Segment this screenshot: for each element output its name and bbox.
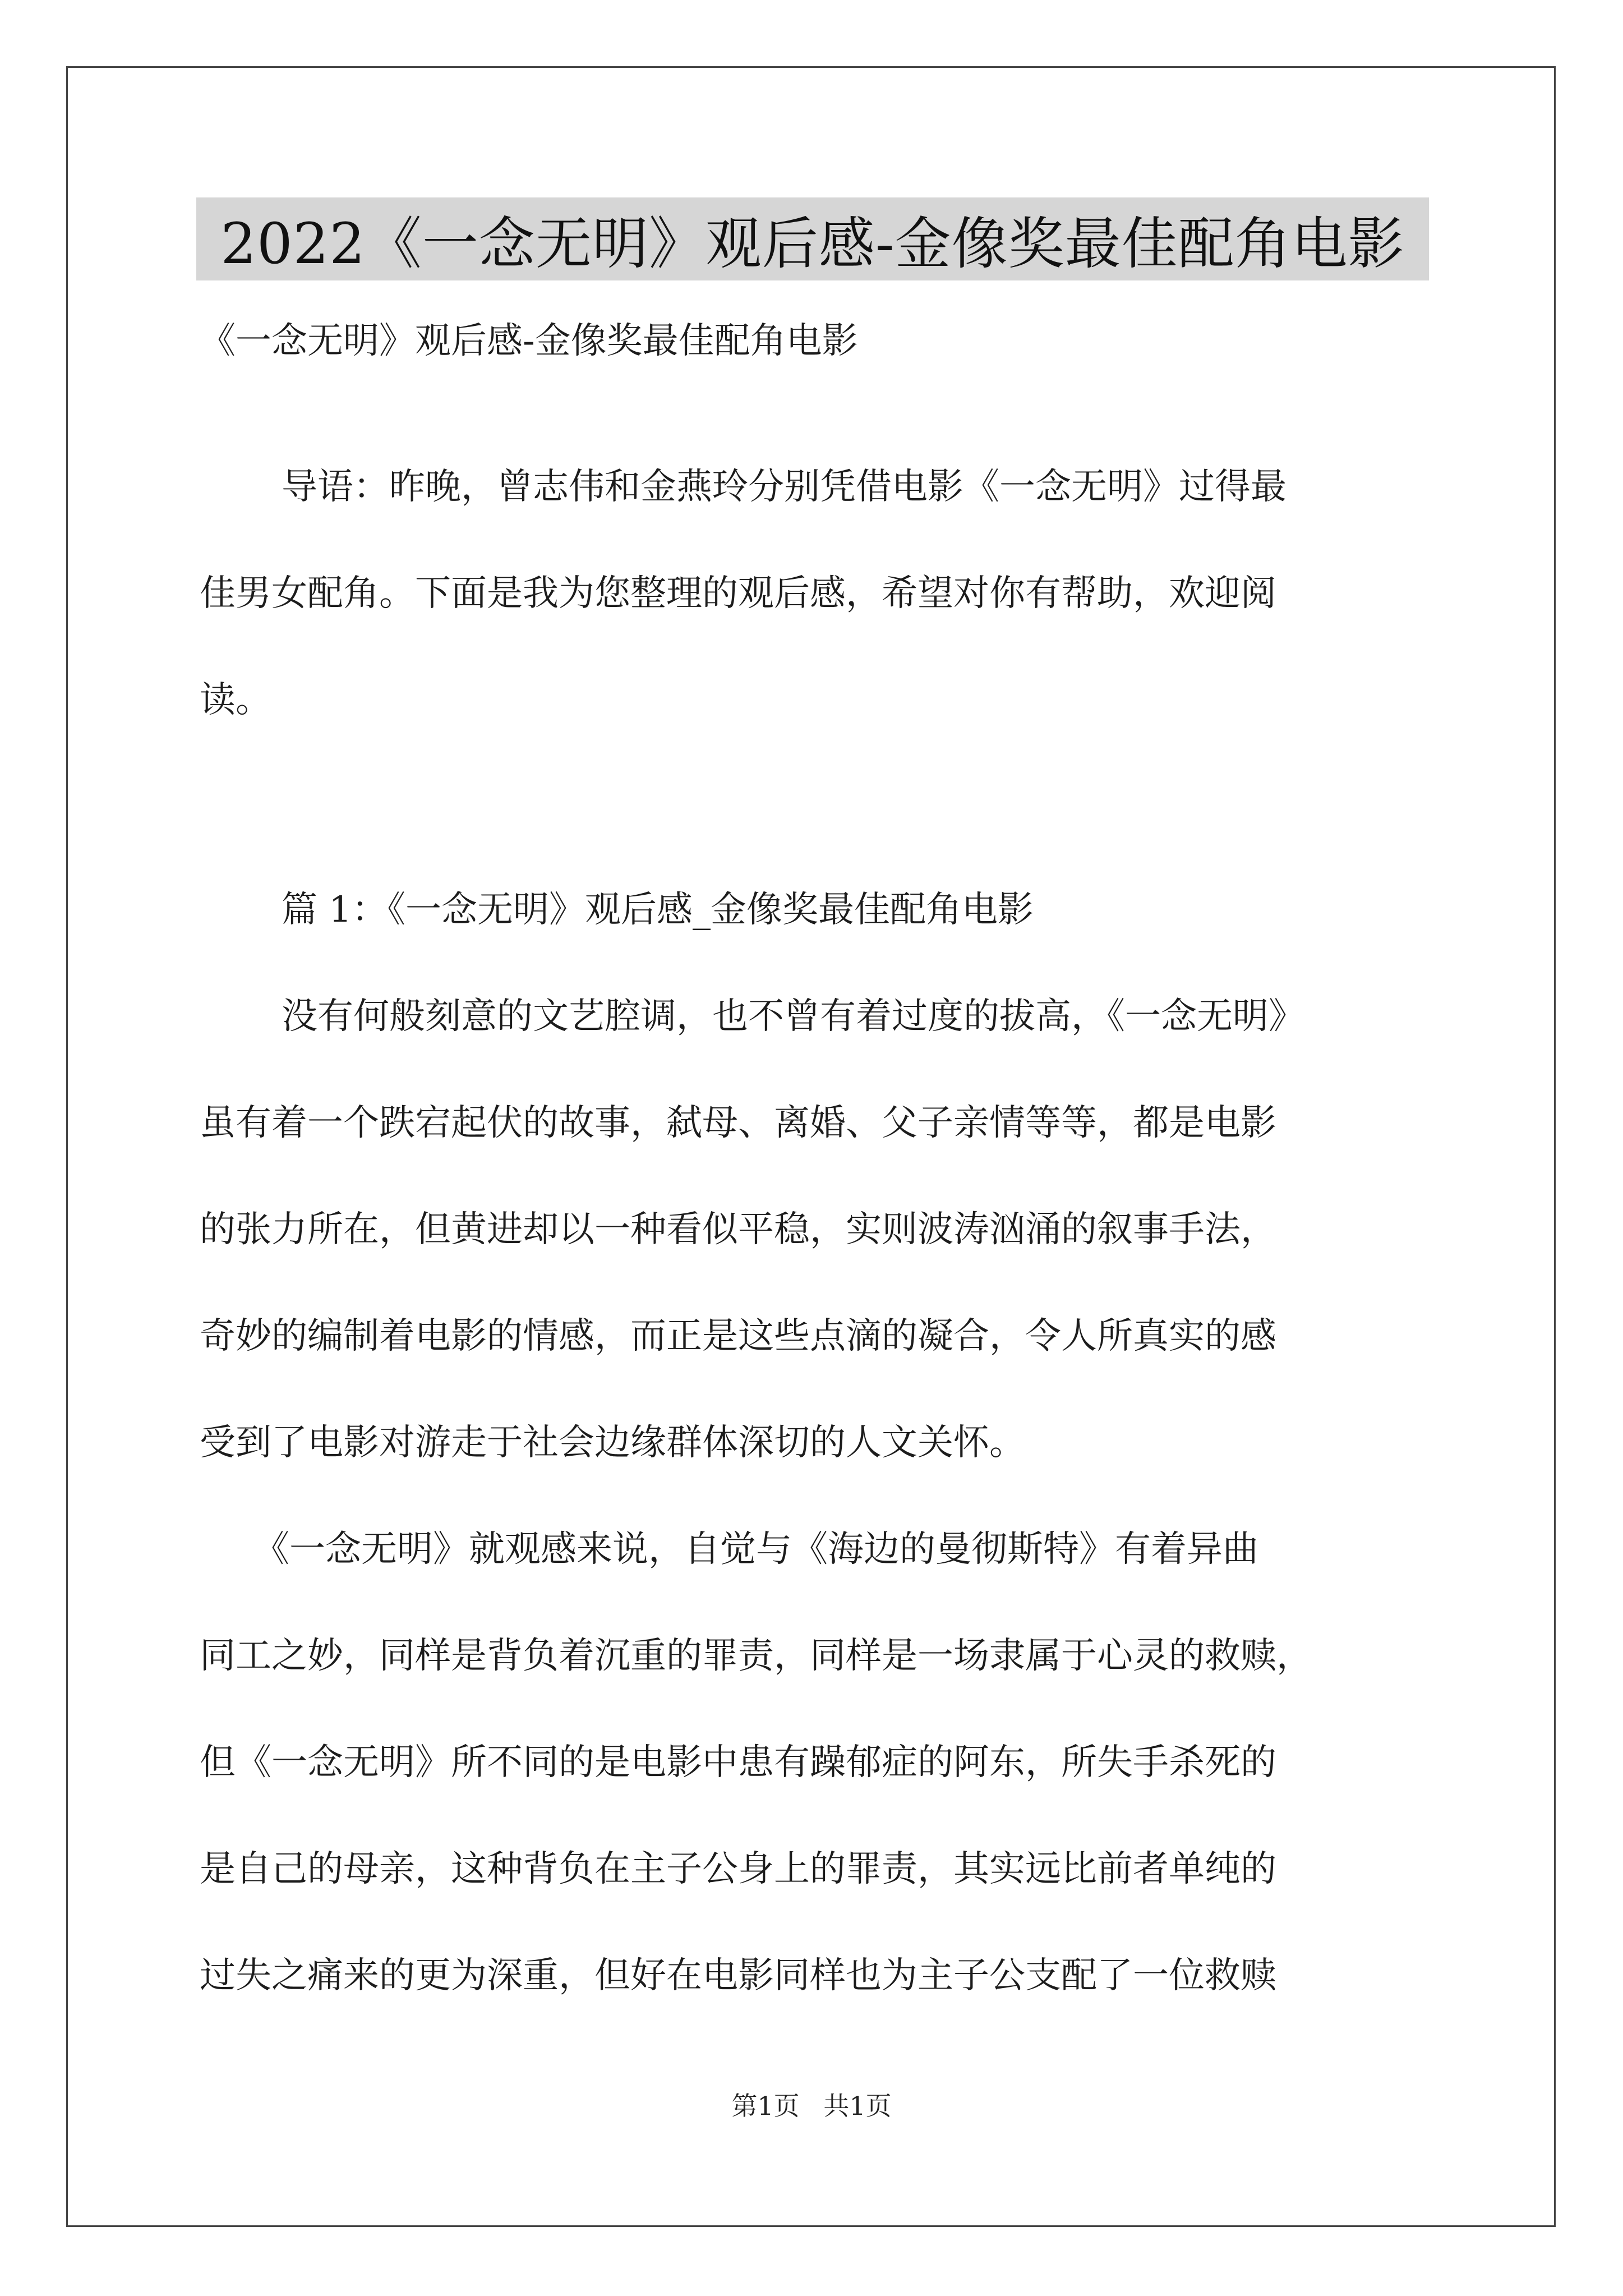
paragraph-line: 虽有着一个跌宕起伏的故事，弑母、离婚、父子亲情等等，都是电影 [200,1102,1276,1144]
paragraph-line: 受到了电影对游走于社会边缘群体深切的人文关怀。 [200,1422,1025,1464]
paragraph-line: 的张力所在，但黄进却以一种看似平稳，实则波涛汹涌的叙事手法， [200,1209,1276,1250]
subtitle-line: 《一念无明》观后感-金像奖最佳配角电影 [200,320,858,362]
paragraph-line: 读。 [200,679,271,721]
paragraph-line: 同工之妙，同样是背负着沉重的罪责，同样是一场隶属于心灵的救赎， [200,1635,1312,1677]
section-heading: 篇 1：《一念无明》观后感_金像奖最佳配角电影 [282,889,1034,931]
paragraph-line: 没有何般刻意的文艺腔调，也不曾有着过度的拔高，《一念无明》 [282,996,1304,1037]
paragraph-line: 导语：昨晚，曾志伟和金燕玲分别凭借电影《一念无明》过得最 [282,466,1287,508]
paragraph-line: 佳男女配角。下面是我为您整理的观后感，希望对你有帮助，欢迎阅 [200,573,1276,614]
paragraph-line: 奇妙的编制着电影的情感，而正是这些点滴的凝合，令人所真实的感 [200,1315,1276,1357]
paragraph-line: 《一念无明》就观感来说，自觉与《海边的曼彻斯特》有着异曲 [253,1529,1258,1570]
paragraph-line: 是自己的母亲，这种背负在主子公身上的罪责，其实远比前者单纯的 [200,1848,1276,1890]
page-footer [0,2086,1623,2123]
title-banner [196,197,1429,280]
page-total: 共1页 [823,2091,892,2121]
page-border [66,66,1556,2227]
paragraph-line: 过失之痛来的更为深重，但好在电影同样也为主子公支配了一位救赎 [200,1955,1276,1996]
paragraph-line: 但《一念无明》所不同的是电影中患有躁郁症的阿东，所失手杀死的 [200,1742,1276,1783]
page-number: 第1页 [731,2091,800,2121]
document-title: 2022《一念无明》观后感-金像奖最佳配角电影 [220,211,1405,277]
